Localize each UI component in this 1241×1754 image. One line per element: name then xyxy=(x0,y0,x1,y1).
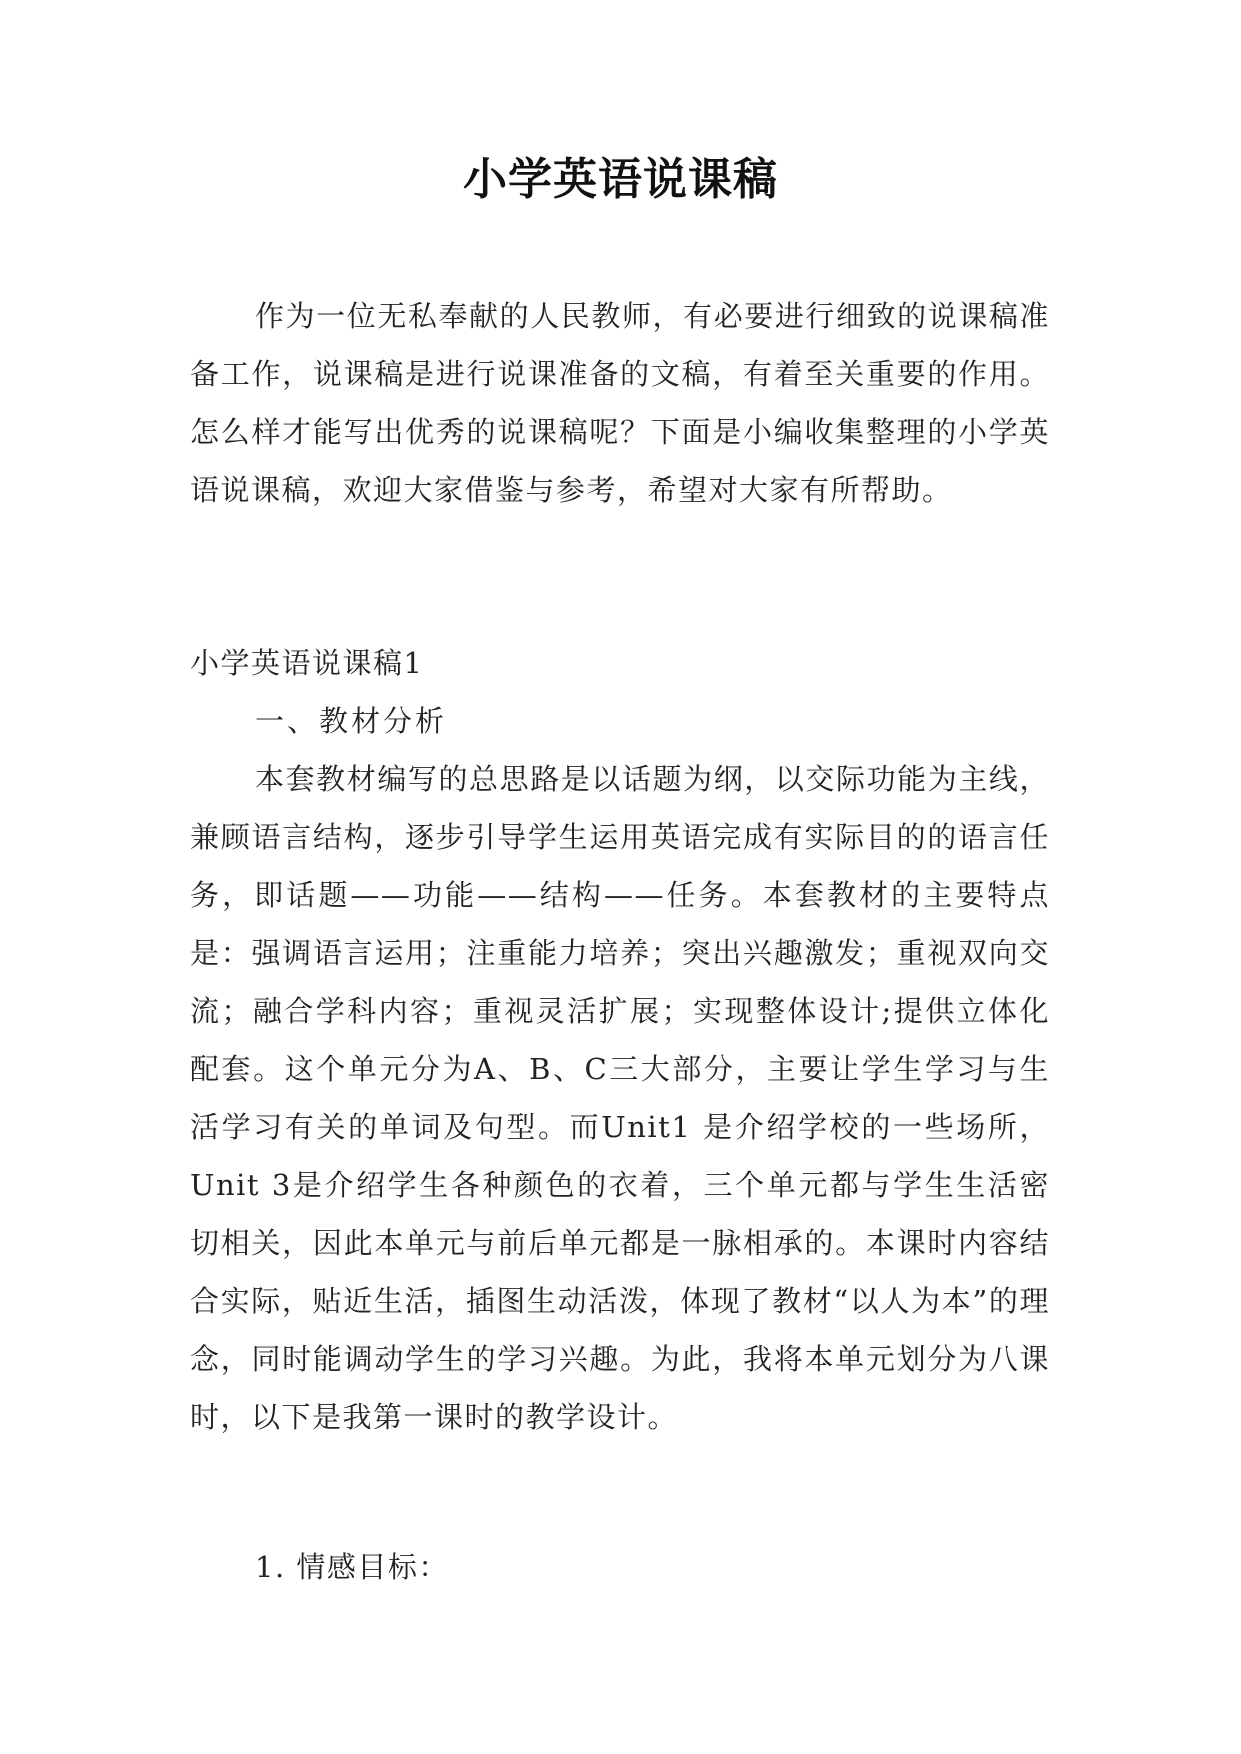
sub-heading-textbook-analysis: 一、教材分析 xyxy=(255,704,448,738)
analysis-paragraph: 本套教材编写的总思路是以话题为纲，以交际功能为主线，兼顾语言结构，逐步引导学生运用英语完成有实际目的的语言任务，即话题——功能——结构——任务。本套教材的主要特点是：强调语言运用；注重能力培养；突出兴趣激发；重视双向交流；融合学科内容；重视灵活扩展；实现整体设计;提供立体化配套。这个单元分为A、B、C三大部分，主要让学生学习与生活学习有关的单词及句型。而Unit1 是介绍学校的一些场所，Unit 3是介绍学生各种颜色的衣着，三个单元都与学生生活密切相关，因此本单元与前后单元都是一脉相承的。本课时内容结合实际，贴近生活，插图生动活泼，体现了教材“以人为本”的理念，同时能调动学生的学习兴趣。为此，我将本单元划分为八课时，以下是我第一课时的教学设计。 xyxy=(190,762,1050,1434)
goal-item-emotional: 1. 情感目标： xyxy=(255,1550,449,1584)
document-title: 小学英语说课稿 xyxy=(463,154,778,205)
section-heading: 小学英语说课稿1 xyxy=(190,646,424,680)
intro-paragraph: 作为一位无私奉献的人民教师，有必要进行细致的说课稿准备工作，说课稿是进行说课准备的文稿，有着至关重要的作用。怎么样才能写出优秀的说课稿呢？下面是小编收集整理的小学英语说课稿，欢迎大家借鉴与参考，希望对大家有所帮助。 xyxy=(190,299,1050,507)
